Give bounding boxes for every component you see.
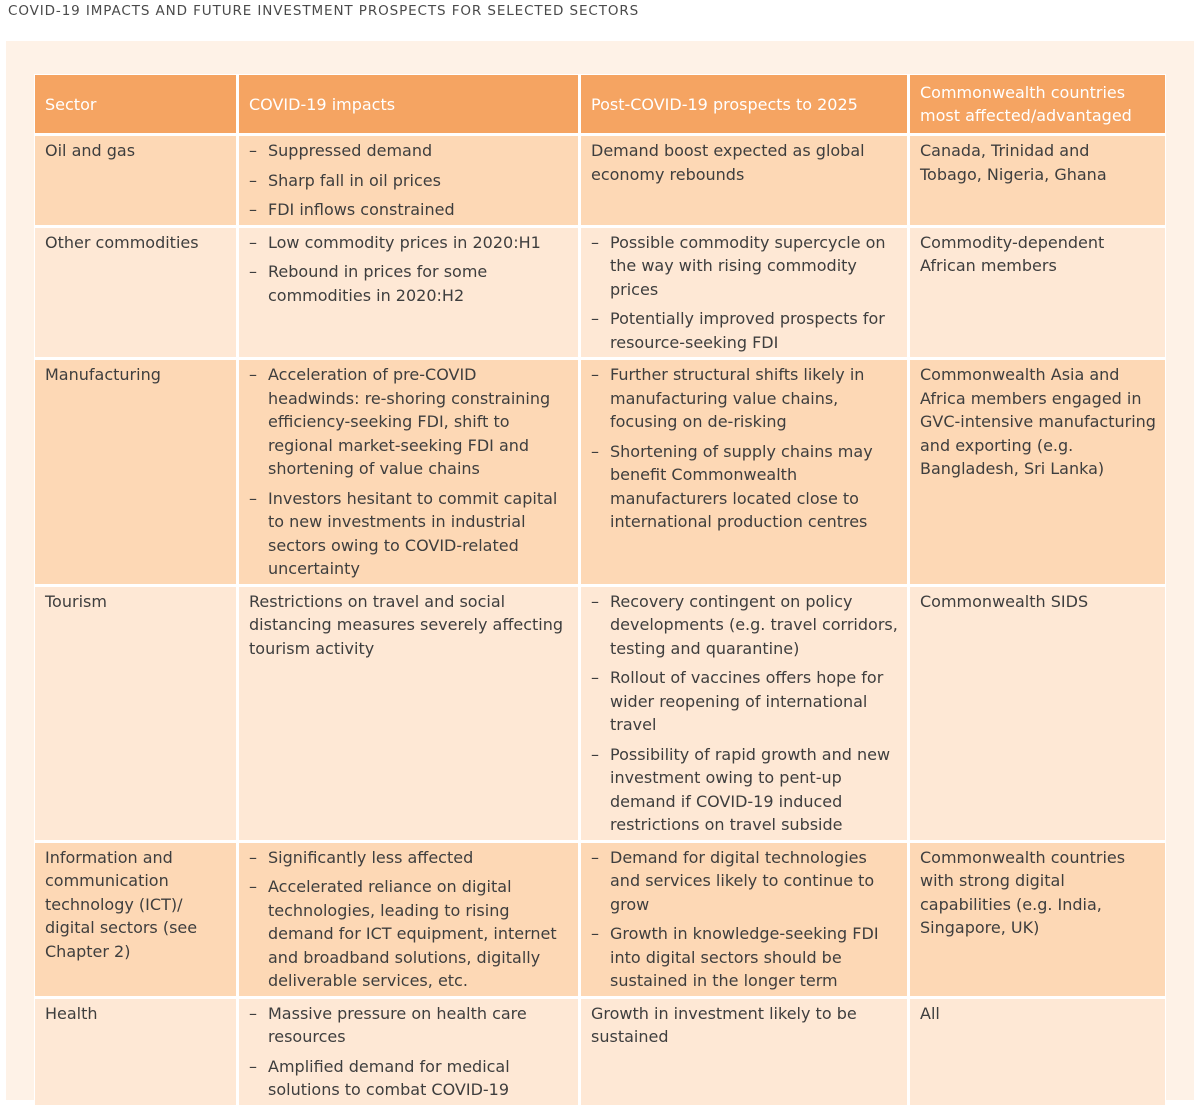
table-row <box>35 136 1165 228</box>
list-item: – FDI inflows constrained <box>249 198 569 222</box>
table-row <box>35 587 1165 843</box>
list-item: – Suppressed demand <box>249 139 569 163</box>
prospects-cell: Growth in investment likely to be sustained <box>581 999 910 1105</box>
impacts-cell <box>239 228 581 361</box>
list-item: – Low commodity prices in 2020:H1 <box>249 231 569 255</box>
list-item: – Massive pressure on health care resources <box>249 1002 569 1049</box>
sector-cell: Tourism <box>35 587 239 843</box>
sector-cell: Other commodities <box>35 228 239 361</box>
list-item: – Significantly less affected <box>249 846 569 870</box>
list-item: – Possible commodity supercycle on the way with rising commodity prices <box>591 231 898 302</box>
sector-cell: Information and communication technology (ICT)/ digital sectors (see Chapter 2) <box>35 843 239 999</box>
sector-table <box>34 74 1166 1106</box>
countries-cell: Commodity-dependent African members <box>910 228 1165 361</box>
impacts-cell <box>239 999 581 1105</box>
prospects-cell: Demand boost expected as global economy rebounds <box>581 136 910 228</box>
header-sector: Sector <box>35 75 239 136</box>
list-item: – Demand for digital technologies and services likely to continue to grow <box>591 846 898 917</box>
countries-cell: Commonwealth SIDS <box>910 587 1165 843</box>
prospects-cell <box>581 228 910 361</box>
sector-cell: Manufacturing <box>35 360 239 587</box>
header-row <box>35 75 1165 136</box>
countries-cell: Canada, Trinidad and Tobago, Nigeria, Ghana <box>910 136 1165 228</box>
list-item: – Further structural shifts likely in manufacturing value chains, focusing on de-risking <box>591 363 898 434</box>
table-row <box>35 228 1165 361</box>
sector-cell: Health <box>35 999 239 1105</box>
list-item: – Rollout of vaccines offers hope for wider reopening of international travel <box>591 666 898 737</box>
header-impacts: COVID-19 impacts <box>239 75 581 136</box>
list-item: – Acceleration of pre-COVID headwinds: re-shoring constraining efficiency-seeking FDI, shift to regional market-seeking FDI and shortening of value chains <box>249 363 569 481</box>
table-row <box>35 999 1165 1105</box>
list-item: – Rebound in prices for some commodities in 2020:H2 <box>249 260 569 307</box>
prospects-cell <box>581 360 910 587</box>
list-item: – Accelerated reliance on digital technologies, leading to rising demand for ICT equipment, internet and broadband solutions, digitally deliverable services, etc. <box>249 875 569 993</box>
list-item: – Investors hesitant to commit capital to new investments in industrial sectors owing to COVID-related uncertainty <box>249 487 569 581</box>
countries-cell: All <box>910 999 1165 1105</box>
list-item: – Growth in knowledge-seeking FDI into digital sectors should be sustained in the longer term <box>591 922 898 993</box>
prospects-cell <box>581 587 910 843</box>
table-row <box>35 843 1165 999</box>
header-countries: Commonwealth countries most affected/advantaged <box>910 75 1165 136</box>
impacts-cell: Restrictions on travel and social distancing measures severely affecting tourism activity <box>239 587 581 843</box>
prospects-cell <box>581 843 910 999</box>
list-item: – Sharp fall in oil prices <box>249 169 569 193</box>
countries-cell: Commonwealth Asia and Africa members engaged in GVC-intensive manufacturing and exporting (e.g. Bangladesh, Sri Lanka) <box>910 360 1165 587</box>
sector-cell: Oil and gas <box>35 136 239 228</box>
list-item: – Shortening of supply chains may benefit Commonwealth manufacturers located close to international production centres <box>591 440 898 534</box>
list-item: – Recovery contingent on policy developments (e.g. travel corridors, testing and quarantine) <box>591 590 898 661</box>
list-item: – Possibility of rapid growth and new investment owing to pent-up demand if COVID-19 induced restrictions on travel subside <box>591 743 898 837</box>
list-item: – Amplified demand for medical solutions to combat COVID-19 <box>249 1055 569 1102</box>
countries-cell: Commonwealth countries with strong digital capabilities (e.g. India, Singapore, UK) <box>910 843 1165 999</box>
list-item: – Potentially improved prospects for resource-seeking FDI <box>591 307 898 354</box>
header-prospects: Post-COVID-19 prospects to 2025 <box>581 75 910 136</box>
table-title: COVID-19 IMPACTS AND FUTURE INVESTMENT PROSPECTS FOR SELECTED SECTORS <box>8 3 640 19</box>
impacts-cell <box>239 843 581 999</box>
impacts-cell <box>239 136 581 228</box>
table-row <box>35 360 1165 587</box>
impacts-cell <box>239 360 581 587</box>
